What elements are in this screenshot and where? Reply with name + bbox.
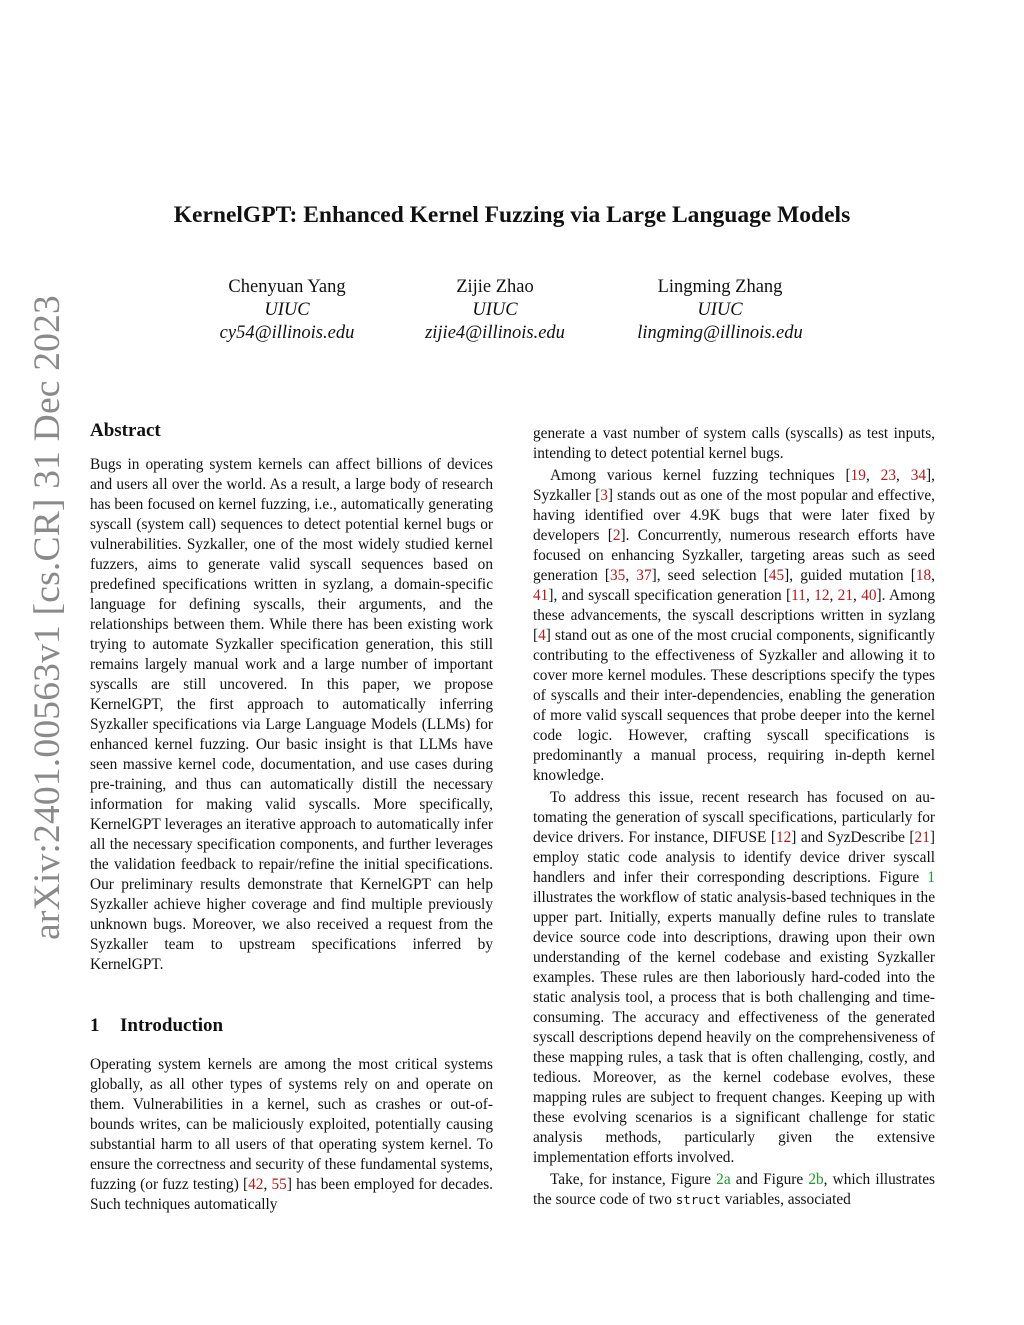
intro-paragraph-3: To address this issue, recent research has focused on automating the generation of syscall specifications, particularly for device drivers. For instance, DIFUSE [12] and SyzDescribe [21] employ static code analysis to identify device driver syscall handlers and infer their corresponding descriptions. Figure 1 illustrates the workflow of static analysis-based techniques in the upper part. Initially, experts manually define rules to translate device source code into descriptions, drawing upon their own understanding of the kernel codebase and existing Syzkaller examples. These rules are then laboriously hard-coded into the static analysis tool, a process that is both challenging and time-consuming. The accuracy and effectiveness of the generated syscall descriptions depend heavily on the comprehensiveness of these mapping rules, a task that is often challenging, costly, and tedious. Moreover, as the kernel codebase evolves, these mapping rules are subject to frequent changes. Keeping up with these evolving scenarios is a significant challenge for static analysis methods, particularly given the extensive implementation efforts involved. bbox=[533, 789, 935, 1166]
section-title: Introduction bbox=[120, 1015, 224, 1036]
figure-link[interactable]: 1 bbox=[927, 869, 935, 886]
citation-link[interactable]: 34 bbox=[910, 467, 927, 484]
citation-link[interactable]: 35 bbox=[609, 567, 626, 584]
figure-link[interactable]: 2b bbox=[808, 1171, 824, 1188]
figure-link[interactable]: 2a bbox=[716, 1171, 731, 1188]
citation-link[interactable]: 19 bbox=[850, 467, 866, 484]
author-name: Lingming Zhang bbox=[657, 277, 783, 297]
paper-title: KernelGPT: Enhanced Kernel Fuzzing via Large Language Models bbox=[173, 202, 851, 228]
author-affiliation: UIUC bbox=[264, 300, 310, 320]
citation-link[interactable]: 55 bbox=[271, 1176, 287, 1193]
author-name: Zijie Zhao bbox=[456, 277, 534, 297]
citation-link[interactable]: 40 bbox=[861, 587, 877, 604]
author-block-3 bbox=[590, 276, 850, 345]
author-affiliation: UIUC bbox=[472, 300, 518, 320]
abstract-heading: Abstract bbox=[90, 420, 161, 441]
section-number: 1 bbox=[90, 1015, 100, 1036]
citation-link[interactable]: 41 bbox=[533, 587, 549, 604]
author-email[interactable]: lingming@illinois.edu bbox=[637, 323, 803, 343]
citation-link[interactable]: 21 bbox=[837, 587, 854, 604]
intro-paragraph-1: Operating system kernels are among the most critical systems globally, as all other types of systems rely on and operate on them. Vulnerabilities in a kernel, such as crashes or out-of-bounds writes, can be maliciously exploited, potentially causing substantial harm to all users of that operating system kernel. To ensure the correctness and security of these fundamental systems, fuzzing (or fuzz testing) [42, 55] has been employed for decades. Such techniques automatically bbox=[90, 1056, 494, 1213]
citation-link[interactable]: 3 bbox=[600, 487, 608, 504]
citation-link[interactable]: 11 bbox=[791, 587, 806, 604]
left-column bbox=[90, 416, 493, 1215]
intro-paragraph-continued: generate a vast number of system calls (syscalls) as test inputs, intending to detect potential kernel bugs. bbox=[533, 425, 935, 462]
citation-link[interactable]: 18 bbox=[915, 567, 932, 584]
introduction-heading bbox=[90, 1011, 493, 1041]
author-name: Chenyuan Yang bbox=[228, 277, 346, 297]
intro-paragraph-4: Take, for instance, Figure 2a and Figure 2b, which illustrates the source code of two struct variables, associated bbox=[533, 1171, 935, 1208]
citation-link[interactable]: 4 bbox=[538, 627, 546, 644]
author-block-2 bbox=[365, 276, 625, 345]
inline-code: struct bbox=[675, 1192, 721, 1207]
author-affiliation: UIUC bbox=[697, 300, 743, 320]
citation-link[interactable]: 2 bbox=[612, 527, 621, 544]
citation-link[interactable]: 21 bbox=[914, 829, 930, 846]
citation-link[interactable]: 37 bbox=[636, 567, 652, 584]
citation-link[interactable]: 23 bbox=[880, 467, 896, 484]
right-column bbox=[533, 424, 935, 1210]
arxiv-identifier: arXiv:2401.00563v1 [cs.CR] 31 Dec 2023 bbox=[27, 294, 68, 940]
author-email[interactable]: zijie4@illinois.edu bbox=[425, 323, 565, 343]
abstract-text: Bugs in operating system kernels can affect billions of devices and users all over the world. As a result, a large body of research has been focused on kernel fuzzing, i.e., automatically generating syscall (system call) sequences to detect potential kernel bugs or vulnerabilities. Syzkaller, one of the most widely studied kernel fuzzers, aims to generate valid syscall sequences based on predefined specifications written in syzlang, a domain-specific language for defining syscalls, their arguments, and the relationships between them. While there has been existing work trying to automate Syzkaller specification generation, this still remains largely manual work and a large number of important syscalls are still uncovered. In this paper, we propose KernelGPT, the first approach to automatically inferring Syzkaller specifications via Large Language Models (LLMs) for enhanced kernel fuzzing. Our basic insight is that LLMs have seen massive kernel code, documentation, and use cases during pre-training, and thus can automatically distill the necessary information for making valid syscalls. More specifically, KernelGPT leverages an iterative approach to automatically infer all the necessary specification components, and further leverages the validation feedback to repair/refine the initial specifications. Our preliminary results demonstrate that KernelGPT can help Syzkaller achieve higher coverage and find multiple previously unknown bugs. Moreover, we also received a request from the Syzkaller team to upstream specifications inferred by KernelGPT. bbox=[90, 456, 493, 973]
citation-link[interactable]: 12 bbox=[814, 587, 830, 604]
author-email[interactable]: cy54@illinois.edu bbox=[219, 323, 355, 343]
intro-paragraph-2: Among various kernel fuzzing techniques [19, 23, 34], Syzkaller [3] stands out as one of the most popular and effective, having identified over 4.9K bugs that were later fixed by developers [2]. Concurrently, numerous research efforts have focused on enhancing Syzkaller, targeting areas such as seed generation [35, 37], seed selection [45], guided mutation [18, 41], and syscall specification generation [11, 12, 21, 40]. Among these advancements, the syscall descriptions written in syzlang [4] stand out as one of the most crucial components, significantly contributing to the effectiveness of Syzkaller and allowing it to cover more kernel modules. These descriptions specify the types of syscalls and their inter-dependencies, enabling the generation of more valid syscall sequences that probe deeper into the kernel code logic. However, crafting syscall specifications is predominantly a manual process, requiring in-depth kernel knowledge. bbox=[533, 467, 936, 784]
citation-link[interactable]: 42 bbox=[248, 1176, 264, 1193]
citation-link[interactable]: 12 bbox=[775, 829, 792, 846]
citation-link[interactable]: 45 bbox=[768, 567, 785, 584]
